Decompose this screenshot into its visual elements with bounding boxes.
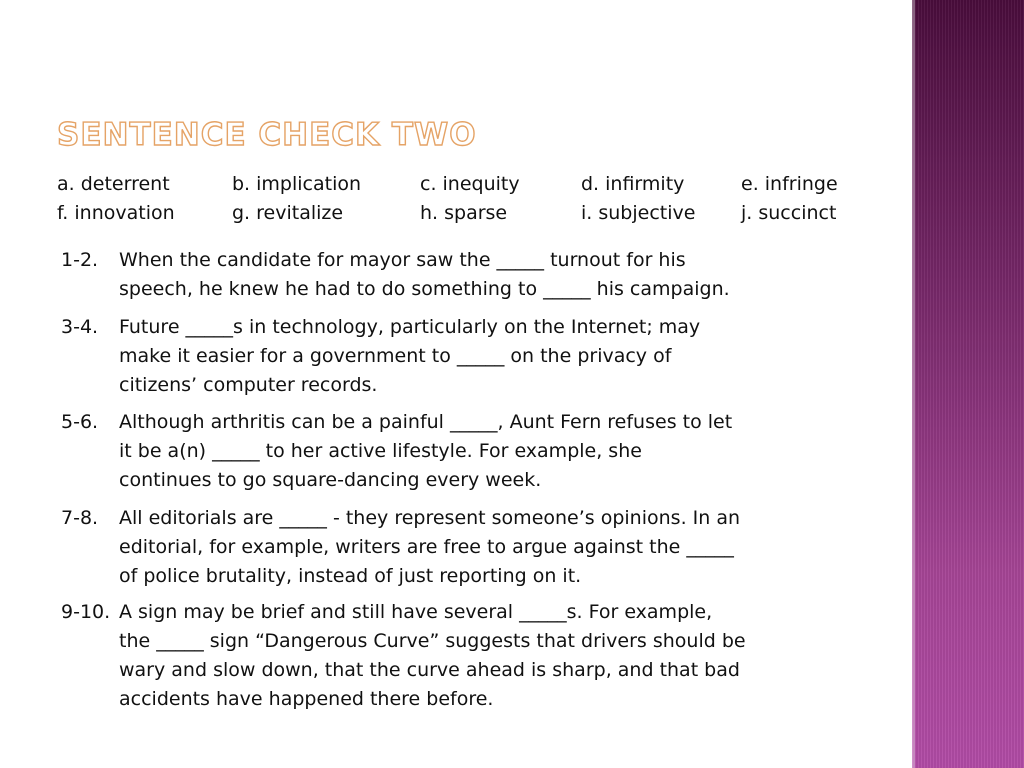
word-bank-item: a. deterrent	[57, 173, 170, 195]
question-line: wary and slow down, that the curve ahead is sharp, and that bad	[119, 659, 740, 681]
question-line: the _____ sign “Dangerous Curve” suggests that drivers should be	[119, 630, 746, 652]
question-1-2	[61, 246, 861, 304]
decorative-side-panel	[912, 0, 1024, 768]
question-number: 7-8.	[61, 507, 99, 529]
question-line: editorial, for example, writers are free to argue against the _____	[119, 536, 734, 558]
question-line	[61, 408, 861, 437]
word-bank-row	[57, 170, 861, 199]
question-number: 9-10.	[61, 601, 111, 623]
question-line	[61, 246, 861, 275]
word-bank-item: c. inequity	[420, 173, 520, 195]
word-bank-item: f. innovation	[57, 202, 175, 224]
question-3-4	[61, 313, 861, 400]
word-bank-item: b. implication	[232, 173, 362, 195]
question-text: Although arthritis can be a painful _____, Aunt Fern refuses to let	[119, 411, 733, 433]
word-bank	[57, 170, 861, 228]
question-5-6	[61, 408, 861, 495]
question-9-10	[61, 598, 861, 714]
question-text: When the candidate for mayor saw the _____ turnout for his	[119, 249, 686, 271]
question-number: 5-6.	[61, 411, 99, 433]
word-bank-item: j. succinct	[741, 202, 837, 224]
question-text: All editorials are _____ - they represent someone’s opinions. In an	[119, 507, 741, 529]
word-bank-item: g. revitalize	[232, 202, 344, 224]
word-bank-row	[57, 199, 861, 228]
slide-title: SENTENCE CHECK TWO	[57, 117, 477, 153]
question-7-8	[61, 504, 861, 591]
word-bank-item: d. infirmity	[581, 173, 685, 195]
word-bank-item: e. infringe	[741, 173, 838, 195]
question-line	[61, 598, 861, 627]
question-line: citizens’ computer records.	[119, 374, 378, 396]
question-line	[61, 313, 861, 342]
question-line	[61, 504, 861, 533]
question-line: accidents have happened there before.	[119, 688, 494, 710]
question-line: speech, he knew he had to do something to _____ his campaign.	[119, 278, 730, 300]
word-bank-item: i. subjective	[581, 202, 696, 224]
question-line: continues to go square-dancing every week.	[119, 469, 542, 491]
question-text: Future _____s in technology, particularly on the Internet; may	[119, 316, 701, 338]
question-number: 3-4.	[61, 316, 99, 338]
question-text: A sign may be brief and still have several _____s. For example,	[119, 601, 713, 623]
question-line: it be a(n) _____ to her active lifestyle. For example, she	[119, 440, 642, 462]
question-line: of police brutality, instead of just reporting on it.	[119, 565, 582, 587]
question-line: make it easier for a government to _____ on the privacy of	[119, 345, 672, 367]
question-number: 1-2.	[61, 249, 99, 271]
word-bank-item: h. sparse	[420, 202, 508, 224]
